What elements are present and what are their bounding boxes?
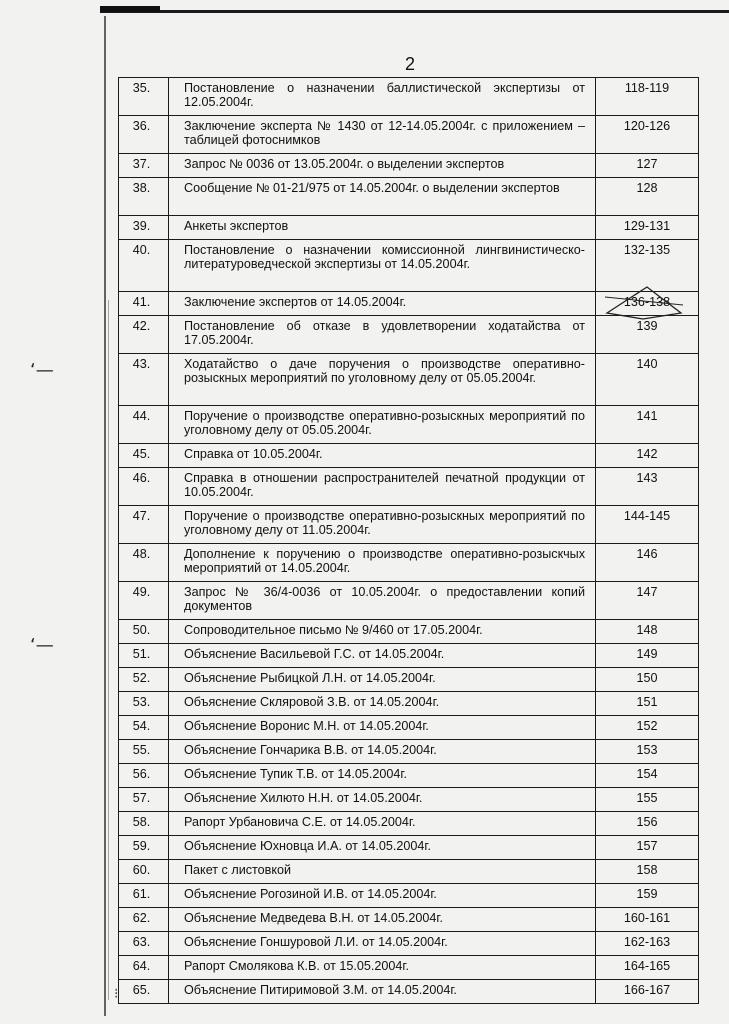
document-title-cell: Объяснение Рыбицкой Л.Н. от 14.05.2004г.	[169, 668, 596, 692]
table-row	[119, 240, 699, 292]
table-row	[119, 78, 699, 116]
row-number-cell: 54.	[119, 716, 169, 740]
row-number-cell: 62.	[119, 908, 169, 932]
table-row	[119, 932, 699, 956]
document-title-cell: Рапорт Урбановича С.Е. от 14.05.2004г.	[169, 812, 596, 836]
page-range-cell: 144-145	[596, 506, 699, 544]
row-number-cell: 44.	[119, 406, 169, 444]
document-title-cell: Объяснение Гончарика В.В. от 14.05.2004г.	[169, 740, 596, 764]
table-row	[119, 644, 699, 668]
document-title-cell: Справка в отношении распространителей печатной продукции от 10.05.2004г.	[169, 468, 596, 506]
punch-hole-mark-lower: ‘—	[30, 635, 54, 656]
row-number-cell: 37.	[119, 154, 169, 178]
page-range-cell: 140	[596, 354, 699, 406]
row-number-cell: 50.	[119, 620, 169, 644]
binding-margin-line-inner	[108, 300, 109, 1000]
document-title-cell: Заключение экспертов от 14.05.2004г.	[169, 292, 596, 316]
punch-hole-mark-upper: ‘—	[30, 360, 54, 381]
row-number-cell: 47.	[119, 506, 169, 544]
row-number-cell: 57.	[119, 788, 169, 812]
row-number-cell: 59.	[119, 836, 169, 860]
table-row	[119, 908, 699, 932]
document-title-cell: Запрос № 0036 от 13.05.2004г. о выделении экспертов	[169, 154, 596, 178]
page-range-cell: 151	[596, 692, 699, 716]
page-range-cell: 141	[596, 406, 699, 444]
page-range-cell: 142	[596, 444, 699, 468]
table-row	[119, 716, 699, 740]
table-row	[119, 154, 699, 178]
page-range-cell: 136-138	[596, 292, 699, 316]
page-number: 2	[405, 54, 416, 74]
document-title-cell: Рапорт Смолякова К.В. от 15.05.2004г.	[169, 956, 596, 980]
document-title-cell: Объяснение Рогозиной И.В. от 14.05.2004г.	[169, 884, 596, 908]
page-range-cell: 147	[596, 582, 699, 620]
table-row	[119, 582, 699, 620]
row-number-cell: 38.	[119, 178, 169, 216]
row-number-cell: 52.	[119, 668, 169, 692]
page-range-cell: 164-165	[596, 956, 699, 980]
page-range-cell: 132-135	[596, 240, 699, 292]
binding-margin-line	[104, 16, 106, 1016]
row-number-cell: 64.	[119, 956, 169, 980]
document-title-cell: Объяснение Питиримовой З.М. от 14.05.2004г.	[169, 980, 596, 1004]
document-title-cell: Поручение о производстве оперативно-розыскных мероприятий по уголовному делу от 05.05.2004г.	[169, 406, 596, 444]
row-number-cell: 43.	[119, 354, 169, 406]
document-title-cell: Сопроводительное письмо № 9/460 от 17.05.2004г.	[169, 620, 596, 644]
row-number-cell: 65.	[119, 980, 169, 1004]
table-row	[119, 468, 699, 506]
page-range-cell: 128	[596, 178, 699, 216]
row-number-cell: 36.	[119, 116, 169, 154]
table-row	[119, 292, 699, 316]
table-row	[119, 444, 699, 468]
document-title-cell: Справка от 10.05.2004г.	[169, 444, 596, 468]
table-row	[119, 316, 699, 354]
margin-scribble-mark: ⁝	[114, 985, 119, 1001]
table-row	[119, 406, 699, 444]
row-number-cell: 49.	[119, 582, 169, 620]
page-range-cell: 162-163	[596, 932, 699, 956]
row-number-cell: 55.	[119, 740, 169, 764]
page-range-cell: 120-126	[596, 116, 699, 154]
row-number-cell: 45.	[119, 444, 169, 468]
table-row	[119, 506, 699, 544]
document-title-cell: Запрос № 36/4-0036 от 10.05.2004г. о предоставлении копий документов	[169, 582, 596, 620]
page-range-cell: 166-167	[596, 980, 699, 1004]
document-title-cell: Объяснение Васильевой Г.С. от 14.05.2004г.	[169, 644, 596, 668]
row-number-cell: 60.	[119, 860, 169, 884]
page-range-cell: 150	[596, 668, 699, 692]
row-number-cell: 46.	[119, 468, 169, 506]
page-range-cell: 118-119	[596, 78, 699, 116]
row-number-cell: 63.	[119, 932, 169, 956]
page-range-cell: 159	[596, 884, 699, 908]
table-body	[119, 78, 699, 1004]
table-row	[119, 692, 699, 716]
page-range-cell: 158	[596, 860, 699, 884]
document-title-cell: Объяснение Хилюто Н.Н. от 14.05.2004г.	[169, 788, 596, 812]
table-row	[119, 620, 699, 644]
page-range-cell: 155	[596, 788, 699, 812]
document-title-cell: Объяснение Медведева В.Н. от 14.05.2004г.	[169, 908, 596, 932]
document-title-cell: Постановление об отказе в удовлетворении ходатайства от 17.05.2004г.	[169, 316, 596, 354]
row-number-cell: 53.	[119, 692, 169, 716]
table-row	[119, 178, 699, 216]
page-range-cell: 154	[596, 764, 699, 788]
table-row	[119, 836, 699, 860]
document-title-cell: Пакет с листовкой	[169, 860, 596, 884]
page-range-cell: 143	[596, 468, 699, 506]
row-number-cell: 41.	[119, 292, 169, 316]
document-title-cell: Объяснение Гоншуровой Л.И. от 14.05.2004г.	[169, 932, 596, 956]
page-range-cell: 149	[596, 644, 699, 668]
document-title-cell: Объяснение Воронис М.Н. от 14.05.2004г.	[169, 716, 596, 740]
document-title-cell: Постановление о назначении комиссионной лингвинистическо-литературоведческой экспертизы от 14.05.2004г.	[169, 240, 596, 292]
table-row	[119, 216, 699, 240]
document-title-cell: Объяснение Юхновца И.А. от 14.05.2004г.	[169, 836, 596, 860]
table-row	[119, 764, 699, 788]
table-row	[119, 884, 699, 908]
row-number-cell: 56.	[119, 764, 169, 788]
page-range-cell: 160-161	[596, 908, 699, 932]
page-range-cell: 139	[596, 316, 699, 354]
document-title-cell: Постановление о назначении баллистической экспертизы от 12.05.2004г.	[169, 78, 596, 116]
row-number-cell: 51.	[119, 644, 169, 668]
document-title-cell: Заключение эксперта № 1430 от 12-14.05.2004г. с приложением – таблицей фотоснимков	[169, 116, 596, 154]
row-number-cell: 40.	[119, 240, 169, 292]
table-row	[119, 354, 699, 406]
page-range-cell: 146	[596, 544, 699, 582]
page-range-cell: 152	[596, 716, 699, 740]
scan-edge-mark	[100, 6, 160, 12]
page-range-cell: 157	[596, 836, 699, 860]
row-number-cell: 35.	[119, 78, 169, 116]
document-title-cell: Поручение о производстве оперативно-розыскных мероприятий по уголовному делу от 11.05.2004г.	[169, 506, 596, 544]
row-number-cell: 48.	[119, 544, 169, 582]
row-number-cell: 61.	[119, 884, 169, 908]
row-number-cell: 58.	[119, 812, 169, 836]
page-range-cell: 153	[596, 740, 699, 764]
table-row	[119, 980, 699, 1004]
page-range-cell: 156	[596, 812, 699, 836]
document-title-cell: Объяснение Тупик Т.В. от 14.05.2004г.	[169, 764, 596, 788]
row-number-cell: 42.	[119, 316, 169, 354]
table-row	[119, 812, 699, 836]
document-inventory-table	[118, 77, 699, 1004]
table-row	[119, 668, 699, 692]
table-row	[119, 860, 699, 884]
page-range-cell: 127	[596, 154, 699, 178]
row-number-cell: 39.	[119, 216, 169, 240]
document-title-cell: Ходатайство о даче поручения о производстве оперативно-розыскных мероприятий по уголовному делу от 05.05.2004г.	[169, 354, 596, 406]
document-title-cell: Дополнение к поручению о производстве оперативно-розыскчых мероприятий от 14.05.2004г.	[169, 544, 596, 582]
page-range-cell: 129-131	[596, 216, 699, 240]
table-row	[119, 788, 699, 812]
table-row	[119, 740, 699, 764]
table-row	[119, 116, 699, 154]
table-row	[119, 956, 699, 980]
table-row	[119, 544, 699, 582]
scan-edge-line	[100, 10, 729, 13]
document-title-cell: Сообщение № 01-21/975 от 14.05.2004г. о выделении экспертов	[169, 178, 596, 216]
document-title-cell: Объяснение Скляровой З.В. от 14.05.2004г.	[169, 692, 596, 716]
page-range-cell: 148	[596, 620, 699, 644]
document-title-cell: Анкеты экспертов	[169, 216, 596, 240]
